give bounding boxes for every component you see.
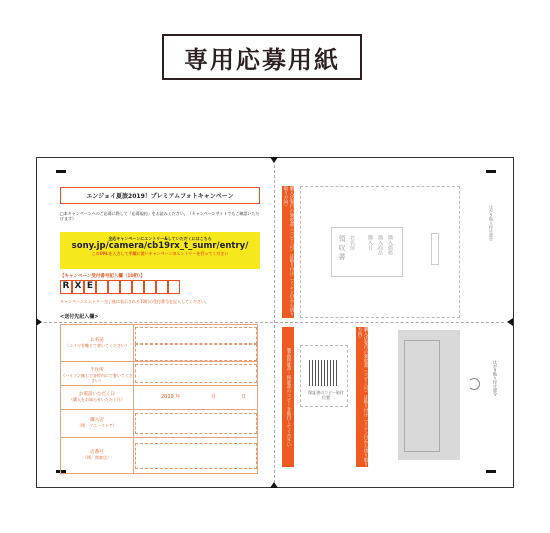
receipt-name: お名前: [349, 235, 355, 250]
receipt-title: 領収書: [338, 235, 346, 262]
entry-box[interactable]: [168, 280, 180, 294]
receipt-frame: [331, 227, 403, 277]
receipt-date: 購入日: [367, 235, 373, 250]
field-sub-date: （購入をお知らせいただく日）: [69, 397, 125, 402]
entry-url[interactable]: sony.jp/camera/cb19rx_t_sumr/entry/: [71, 241, 249, 251]
right-side-note-lower: はがき貼り付け部分: [493, 360, 498, 396]
address-section-label: <送付先記入欄>: [60, 314, 99, 320]
field-sub-name: （エイヤを軸とて書いてください）: [65, 343, 129, 348]
receipt-stub: [431, 233, 439, 265]
url-lead: 全応キャンペーンにエントリー&していただくにはこちら: [108, 236, 212, 241]
url-note: このURLを入力して手順に従いキャンペーンのエントリーを行ってください: [91, 251, 229, 256]
field-label-postal: 〒住所: [90, 368, 104, 373]
store-input[interactable]: [135, 413, 257, 434]
field-sub-store: （例：ソニーストア）: [77, 423, 117, 428]
receipt-paste-band: 購入店発行の領収書（コピー可）は貼り付け（ミシン目から切り取り方向）: [357, 327, 368, 467]
field-sub-postal: （ハイフン無しで各枠内にて書いてください）: [61, 373, 133, 383]
entry-box[interactable]: [96, 280, 108, 294]
crop-mark-tr: [486, 170, 496, 173]
postal-input[interactable]: [135, 364, 257, 383]
surname-input[interactable]: [135, 327, 257, 344]
receipt-product: 購入商品: [377, 235, 383, 255]
vertical-fold-line: [274, 165, 275, 483]
date-day: 日: [241, 394, 247, 400]
entry-box[interactable]: [132, 280, 144, 294]
field-sub-branch: （例：関東店）: [83, 455, 111, 460]
entry-box[interactable]: [144, 280, 156, 294]
field-label-date: お電話いただく日: [79, 392, 115, 397]
entry-box[interactable]: [108, 280, 120, 294]
barcode-icon: [309, 360, 337, 386]
warranty-side-band: 製品保証書・保証書のコピーを貼付してください: [282, 327, 294, 467]
entry-box[interactable]: [120, 280, 132, 294]
warranty-paste-area: [300, 345, 348, 407]
name-row: [61, 325, 257, 362]
store-row: [61, 409, 257, 438]
rotate-arrow-icon: [468, 378, 480, 390]
receipt-price: 購入価格: [387, 235, 393, 255]
entry-box-x: X: [72, 280, 84, 294]
receipt-side-band: 購入店発行の領収書（コピー可）は貼り付け（ミシン目から切り取り方向）: [283, 186, 294, 317]
field-label-name: お名前: [90, 338, 104, 343]
fold-arrow-top: [270, 157, 278, 163]
date-row: [61, 385, 257, 410]
sample-receipt-image: [398, 330, 460, 460]
fold-arrow-left: [36, 318, 42, 326]
field-label-store: 購入店: [90, 418, 104, 423]
entry-box[interactable]: [156, 280, 168, 294]
date-year: 2019 年: [161, 394, 181, 400]
entry-box-e: E: [84, 280, 96, 294]
entry-note: キャンペーンエントリー完了後に表示される10桁の受付番号を記入してください。: [60, 299, 210, 304]
entry-number-boxes: [60, 280, 180, 294]
intro-text: □本キャンペーンへのご応募に際して「応募規約」をお読みください。（キャンペーンサイトでもご確認いただけます）: [60, 211, 260, 221]
postal-row: [61, 361, 257, 386]
sample-receipt-frame: [404, 340, 440, 452]
receipt-paste-area: [300, 186, 460, 318]
warranty-caption: 保証書のコピー貼付位置: [308, 390, 344, 400]
fold-arrow-right: [507, 318, 513, 326]
branch-input[interactable]: [135, 443, 257, 469]
entry-box-r: R: [60, 280, 72, 294]
branch-row: [61, 437, 257, 473]
entry-number-label: 【キャンペーン受付番号記入欄（10桁）】: [60, 274, 145, 279]
date-month: 月: [211, 394, 217, 400]
crop-mark-tl: [56, 170, 66, 173]
address-form: [60, 324, 258, 474]
given-name-input[interactable]: [135, 344, 257, 361]
field-label-branch: 店番号: [90, 450, 104, 455]
right-side-note: はがき貼り付け部分: [489, 205, 494, 241]
page-title: 専用応募用紙: [162, 34, 362, 80]
horizontal-fold-line: [44, 322, 504, 323]
crop-mark-br: [486, 470, 496, 473]
entry-url-box: [60, 232, 260, 269]
campaign-title: エンジョイ夏旅2019！プレミアムフォトキャンペーン: [60, 187, 260, 204]
